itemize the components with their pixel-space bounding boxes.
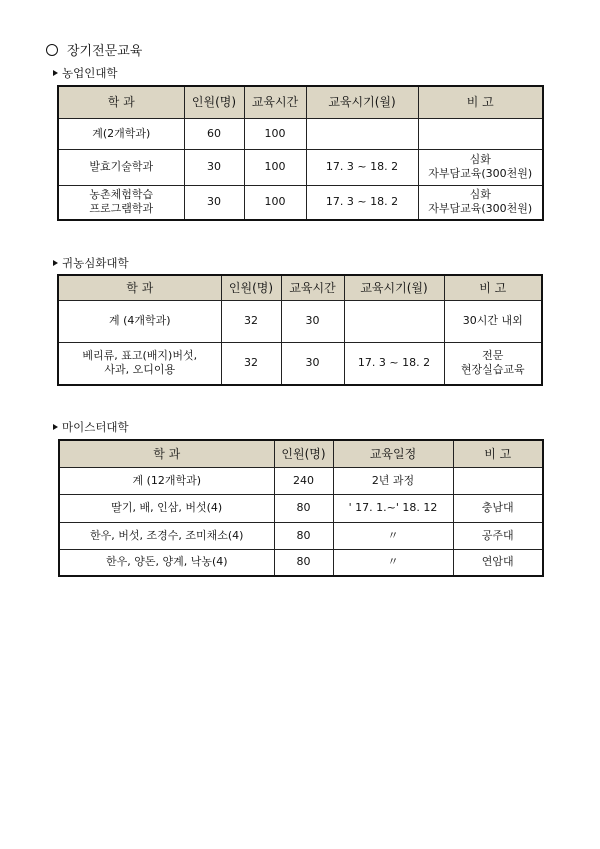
table-cell: 30 <box>281 300 344 342</box>
header-cell: 교육시기(월) <box>344 275 444 300</box>
circle-bullet-icon <box>46 44 58 56</box>
table-cell: 60 <box>184 118 244 149</box>
table-row <box>59 522 543 549</box>
table-cell: 심화 자부담교육(300천원) <box>418 185 543 220</box>
table-cell: 30 <box>184 185 244 220</box>
heading-text: 장기전문교육 <box>67 44 143 59</box>
table-cell: 17. 3 ~ 18. 2 <box>344 342 444 385</box>
table-cell: 한우, 양돈, 양계, 낙농(4) <box>59 549 274 576</box>
triangle-bullet-icon <box>53 260 58 266</box>
table-row <box>58 118 543 149</box>
table-cell: ' 17. 1.~' 18. 12 <box>333 494 453 522</box>
table-row <box>59 549 543 576</box>
table-cell <box>344 300 444 342</box>
triangle-bullet-icon <box>53 70 58 76</box>
header-cell: 인원(명) <box>184 86 244 118</box>
header-cell: 인원(명) <box>221 275 281 300</box>
table-cell: 240 <box>274 467 333 494</box>
table-cell: 100 <box>244 118 306 149</box>
table-cell: 계 (12개학과) <box>59 467 274 494</box>
table-cell: 100 <box>244 149 306 185</box>
header-cell: 교육일정 <box>333 440 453 467</box>
header-cell: 인원(명) <box>274 440 333 467</box>
table-row <box>58 185 543 220</box>
table-cell: 80 <box>274 549 333 576</box>
table-cell: 32 <box>221 342 281 385</box>
section1-title <box>53 65 118 81</box>
section3-title <box>53 419 129 435</box>
table-cell: 〃 <box>333 549 453 576</box>
header-cell: 학 과 <box>59 440 274 467</box>
table-cell: 전문 현장실습교육 <box>444 342 542 385</box>
table-cell: 베리류, 표고(배지)버섯, 사과, 오디이용 <box>58 342 221 385</box>
table-header-row <box>58 275 542 300</box>
header-cell: 비 고 <box>418 86 543 118</box>
header-cell: 비 고 <box>444 275 542 300</box>
section-heading <box>46 40 142 59</box>
table-cell <box>453 467 543 494</box>
header-cell: 비 고 <box>453 440 543 467</box>
table-cell: 〃 <box>333 522 453 549</box>
table-return-farm-college <box>57 274 543 386</box>
table-cell: 심화 자부담교육(300천원) <box>418 149 543 185</box>
table-cell: 발효기술학과 <box>58 149 184 185</box>
table-row <box>58 300 542 342</box>
header-cell: 교육시기(월) <box>306 86 418 118</box>
table-cell: 100 <box>244 185 306 220</box>
table-agri-college <box>57 85 544 221</box>
section2-title <box>53 255 129 271</box>
table-row <box>59 467 543 494</box>
triangle-bullet-icon <box>53 424 58 430</box>
table-cell: 30 <box>281 342 344 385</box>
header-cell: 학 과 <box>58 275 221 300</box>
table-row <box>59 494 543 522</box>
table-header-row <box>58 86 543 118</box>
table-cell: 32 <box>221 300 281 342</box>
table-cell <box>418 118 543 149</box>
table-meister-college <box>58 439 544 577</box>
header-cell: 학 과 <box>58 86 184 118</box>
table-cell: 80 <box>274 522 333 549</box>
table-row <box>58 342 542 385</box>
table-cell: 17. 3 ~ 18. 2 <box>306 149 418 185</box>
table-cell: 공주대 <box>453 522 543 549</box>
table-cell: 한우, 버섯, 조경수, 조미채소(4) <box>59 522 274 549</box>
table-cell: 계(2개학과) <box>58 118 184 149</box>
table-cell: 17. 3 ~ 18. 2 <box>306 185 418 220</box>
section3-title-text: 마이스터대학 <box>62 420 129 434</box>
table-cell: 30시간 내외 <box>444 300 542 342</box>
section1-title-text: 농업인대학 <box>62 66 118 80</box>
table-header-row <box>59 440 543 467</box>
table-cell: 농촌체험학습 프로그램학과 <box>58 185 184 220</box>
table-cell: 딸기, 배, 인삼, 버섯(4) <box>59 494 274 522</box>
header-cell: 교육시간 <box>281 275 344 300</box>
table-cell: 계 (4개학과) <box>58 300 221 342</box>
table-cell: 충남대 <box>453 494 543 522</box>
table-cell: 연암대 <box>453 549 543 576</box>
section2-title-text: 귀농심화대학 <box>62 256 129 270</box>
header-cell: 교육시간 <box>244 86 306 118</box>
table-cell: 2년 과정 <box>333 467 453 494</box>
table-cell <box>306 118 418 149</box>
table-cell: 30 <box>184 149 244 185</box>
table-cell: 80 <box>274 494 333 522</box>
table-row <box>58 149 543 185</box>
